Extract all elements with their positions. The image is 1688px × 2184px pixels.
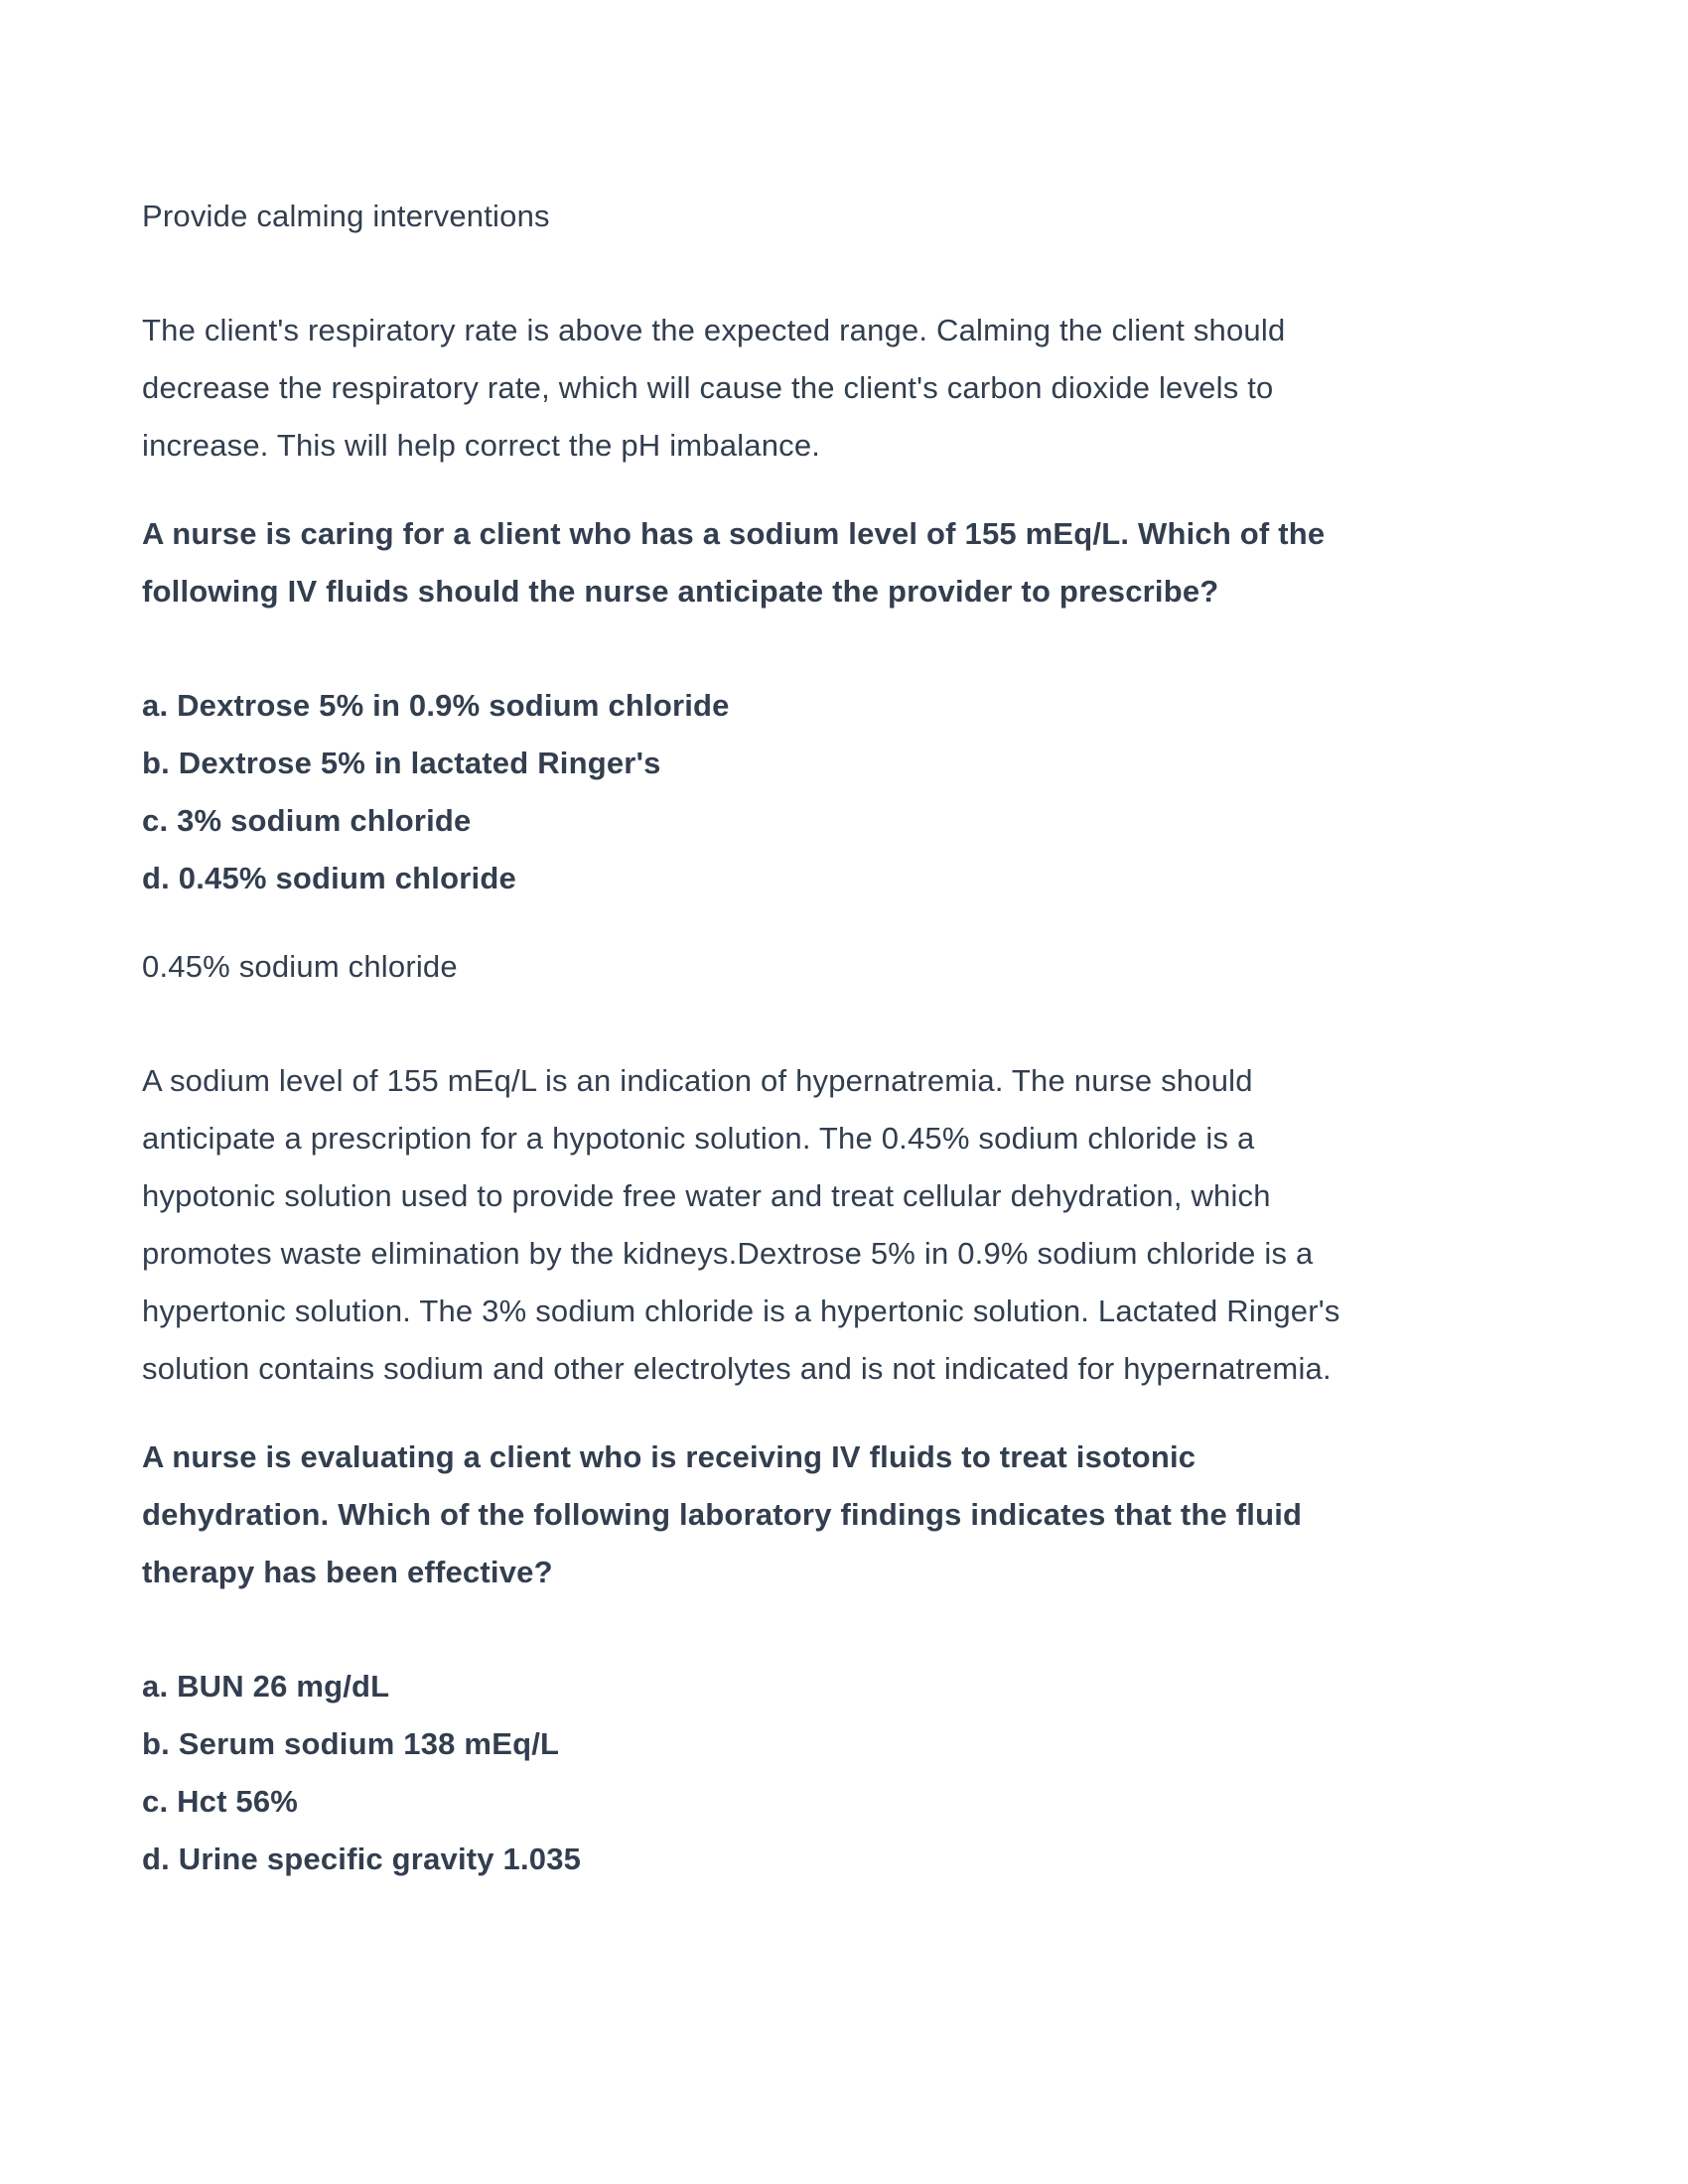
option-d: d. Urine specific gravity 1.035 <box>142 1842 582 1876</box>
option-b: b. Dextrose 5% in lactated Ringer's <box>142 746 661 780</box>
rationale-line: anticipate a prescription for a hypotonic solution. The 0.45% sodium chloride is a <box>142 1121 1255 1156</box>
question-line: A nurse is evaluating a client who is receiving IV fluids to treat isotonic <box>142 1439 1196 1474</box>
option-c: c. 3% sodium chloride <box>142 803 472 838</box>
rationale-line: solution contains sodium and other electrolytes and is not indicated for hypernatremia. <box>142 1351 1332 1386</box>
rationale-line: increase. This will help correct the pH imbalance. <box>142 428 821 463</box>
question-2-options <box>142 1658 1549 1888</box>
rationale-line: hypotonic solution used to provide free water and treat cellular dehydration, which <box>142 1178 1271 1213</box>
question-line: A nurse is caring for a client who has a sodium level of 155 mEq/L. Which of the <box>142 516 1326 551</box>
question-1-options <box>142 677 1549 907</box>
option-a: a. Dextrose 5% in 0.9% sodium chloride <box>142 688 730 723</box>
question-line: dehydration. Which of the following laboratory findings indicates that the fluid <box>142 1497 1303 1532</box>
option-a: a. BUN 26 mg/dL <box>142 1669 390 1704</box>
answer-heading-text: Provide calming interventions <box>142 199 550 233</box>
option-d: d. 0.45% sodium chloride <box>142 861 516 895</box>
rationale-line: A sodium level of 155 mEq/L is an indication of hypernatremia. The nurse should <box>142 1063 1253 1098</box>
answer-1 <box>142 938 1549 996</box>
answer-text: 0.45% sodium chloride <box>142 949 458 984</box>
question-2 <box>142 1429 1549 1601</box>
rationale-line: The client's respiratory rate is above the expected range. Calming the client should <box>142 313 1286 347</box>
question-1 <box>142 505 1549 620</box>
rationale-line: hypertonic solution. The 3% sodium chloride is a hypertonic solution. Lactated Ringer's <box>142 1294 1340 1328</box>
question-line: following IV fluids should the nurse anticipate the provider to prescribe? <box>142 574 1219 609</box>
question-line: therapy has been effective? <box>142 1555 553 1589</box>
option-c: c. Hct 56% <box>142 1784 299 1819</box>
answer-heading-1 <box>142 188 1549 245</box>
rationale-paragraph-2 <box>142 1052 1549 1398</box>
rationale-line: promotes waste elimination by the kidneys.Dextrose 5% in 0.9% sodium chloride is a <box>142 1236 1314 1271</box>
option-b: b. Serum sodium 138 mEq/L <box>142 1726 560 1761</box>
rationale-line: decrease the respiratory rate, which will cause the client's carbon dioxide levels to <box>142 370 1274 405</box>
rationale-paragraph-1 <box>142 302 1549 475</box>
